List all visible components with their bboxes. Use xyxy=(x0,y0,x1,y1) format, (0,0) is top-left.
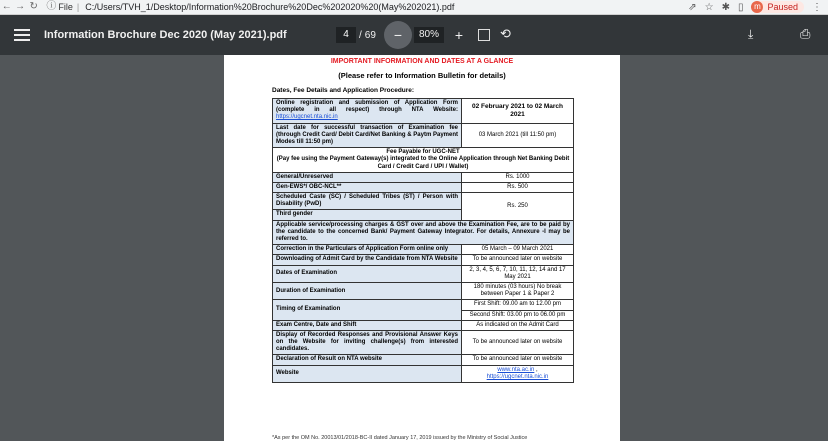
url-text[interactable]: C:/Users/TVH_1/Desktop/Information%20Brochure%20Dec%202020%20(May%202021).pdf xyxy=(85,2,455,12)
zoom-out-button[interactable]: − xyxy=(384,21,412,49)
general-value: Rs. 1000 xyxy=(462,172,574,182)
table-row xyxy=(273,365,574,382)
page-total: 69 xyxy=(364,29,376,41)
avatar: m xyxy=(751,1,763,13)
browser-toolbar xyxy=(0,0,828,15)
document-title: Information Brochure Dec 2020 (May 2021).pdf xyxy=(44,29,287,41)
table-row xyxy=(273,320,574,330)
timing-label: Timing of Examination xyxy=(273,300,462,320)
profile-button[interactable] xyxy=(751,1,804,13)
exam-dates-value: 2, 3, 4, 5, 6, 7, 10, 11, 12, 14 and 17 May 2021 xyxy=(462,265,574,282)
result-value: To be announced later on website xyxy=(462,355,574,365)
exam-dates-label: Dates of Examination xyxy=(273,265,462,282)
centre-label: Exam Centre, Date and Shift xyxy=(273,320,462,330)
admit-card-value: To be announced later on website xyxy=(462,255,574,265)
extensions-icon[interactable]: ✱ xyxy=(721,1,730,13)
charges-note: Applicable service/processing charges & GST over and above the Examination Fee, are to be paid by the candidate to the concerned Bank/ Payment Gateway Integrator. For details, Annexure -I may be referred to. xyxy=(273,220,574,245)
table-row xyxy=(273,300,574,310)
sc-st-pwd-label: Scheduled Caste (SC) / Scheduled Tribes (ST) / Person with Disability (PwD) xyxy=(273,193,462,210)
fee-title: Fee Payable for UGC-NET xyxy=(386,149,460,156)
zoom-input[interactable]: 80% xyxy=(414,27,444,43)
share-icon[interactable]: ⇗ xyxy=(688,1,697,13)
website-value xyxy=(462,365,574,382)
last-date-value: 03 March 2021 (till 11:50 pm) xyxy=(462,123,574,148)
table-row xyxy=(273,99,574,124)
fit-page-icon[interactable] xyxy=(478,29,490,41)
answer-key-value: To be announced later on website xyxy=(462,330,574,355)
website-label: Website xyxy=(273,365,462,382)
dates-table xyxy=(272,98,574,383)
online-registration-label: Online registration and submission of Application Form (complete in all respect) through NTA Website: xyxy=(276,100,458,114)
timing-first-shift: First Shift: 09.00 am to 12.00 pm xyxy=(462,300,574,310)
third-gender-label: Third gender xyxy=(273,210,462,220)
browser-actions xyxy=(688,1,828,13)
fee-subtitle: (Pay fee using the Payment Gateway(s) integrated to the Online Application through Net Banking Debit Card / Credit Card / UPI / Wallet) xyxy=(276,156,570,170)
page-selector xyxy=(336,27,376,43)
admit-card-label: Downloading of Admit Card by the Candidate from NTA Website xyxy=(273,255,462,265)
rotate-icon[interactable]: ⟲ xyxy=(500,26,511,41)
duration-label: Duration of Examination xyxy=(273,282,462,299)
table-row xyxy=(273,193,574,210)
section-heading: Dates, Fee Details and Application Procedure: xyxy=(272,87,415,94)
website-link-separator: , xyxy=(536,366,538,373)
ugcnet-website-link[interactable]: https://ugcnet.nta.nic.in xyxy=(486,373,549,380)
ews-value: Rs. 500 xyxy=(462,182,574,192)
pdf-toolbar xyxy=(0,15,828,55)
table-row xyxy=(273,182,574,192)
back-icon[interactable]: ← xyxy=(1,1,12,12)
page-number-input[interactable]: 4 xyxy=(336,27,356,43)
duration-value: 180 minutes (03 hours) No break between Paper 1 & Paper 2 xyxy=(462,282,574,299)
answer-key-label: Display of Recorded Responses and Provisional Answer Keys on the Website for inviting challenge(s) from interested candidates. xyxy=(273,330,462,355)
address-bar[interactable] xyxy=(44,0,688,14)
table-row xyxy=(273,220,574,245)
zoom-in-button[interactable]: + xyxy=(454,27,464,43)
table-row xyxy=(273,255,574,265)
menu-icon[interactable] xyxy=(14,29,30,41)
result-label: Declaration of Result on NTA website xyxy=(273,355,462,365)
table-row xyxy=(273,355,574,365)
table-row xyxy=(273,265,574,282)
fee-header xyxy=(273,148,574,173)
correction-value: 05 March – 09 March 2021 xyxy=(462,245,574,255)
general-label: General/Unreserved xyxy=(273,172,462,182)
table-row xyxy=(273,245,574,255)
info-label: File xyxy=(58,2,73,12)
info-icon[interactable]: ⓘ xyxy=(46,1,57,12)
centre-value: As indicated on the Admit Card xyxy=(462,320,574,330)
page-subheading: (Please refer to Information Bulletin for details) xyxy=(338,71,506,80)
zoom-controls xyxy=(384,21,470,49)
ugcnet-link[interactable]: https://ugcnet.nta.nic.in xyxy=(276,114,338,121)
page-heading: IMPORTANT INFORMATION AND DATES AT A GLANCE xyxy=(330,58,514,65)
table-cell xyxy=(273,99,462,124)
forward-icon[interactable]: → xyxy=(15,1,26,12)
footnote: *As per the OM No. 20013/01/2018-BC-II dated January 17, 2019 issued by the Ministry of Social Justice xyxy=(272,435,528,441)
print-icon[interactable]: ⎙ xyxy=(800,26,811,41)
table-row xyxy=(273,330,574,355)
timing-second-shift: Second Shift: 03.00 pm to 06.00 pm xyxy=(462,310,574,320)
page-separator: / xyxy=(359,29,362,41)
table-row xyxy=(273,282,574,299)
sidebar-icon[interactable]: ▯ xyxy=(737,1,744,13)
table-row xyxy=(273,148,574,173)
last-date-label: Last date for successful transaction of Examination fee (through Credit Card/ Debit Card/Net Banking & Paytm Payment Modes till 11:50 pm) xyxy=(273,123,462,148)
url-divider: | xyxy=(76,2,80,12)
profile-status: Paused xyxy=(767,2,798,12)
nta-link[interactable]: www.nta.ac.in xyxy=(497,366,535,373)
sc-st-pwd-value: Rs. 250 xyxy=(462,193,574,221)
bookmark-star-icon[interactable]: ☆ xyxy=(704,1,714,13)
correction-label: Correction in the Particulars of Application Form online only xyxy=(273,245,462,255)
reload-icon[interactable]: ↻ xyxy=(29,1,38,12)
table-row xyxy=(273,172,574,182)
ews-label: Gen-EWS*/ OBC-NCL** xyxy=(273,182,462,192)
pdf-page xyxy=(224,55,620,441)
online-registration-value: 02 February 2021 to 02 March 2021 xyxy=(462,99,574,124)
table-row xyxy=(273,123,574,148)
more-menu-icon[interactable]: ⋮ xyxy=(812,1,822,13)
download-icon[interactable]: ⤓ xyxy=(748,27,754,41)
